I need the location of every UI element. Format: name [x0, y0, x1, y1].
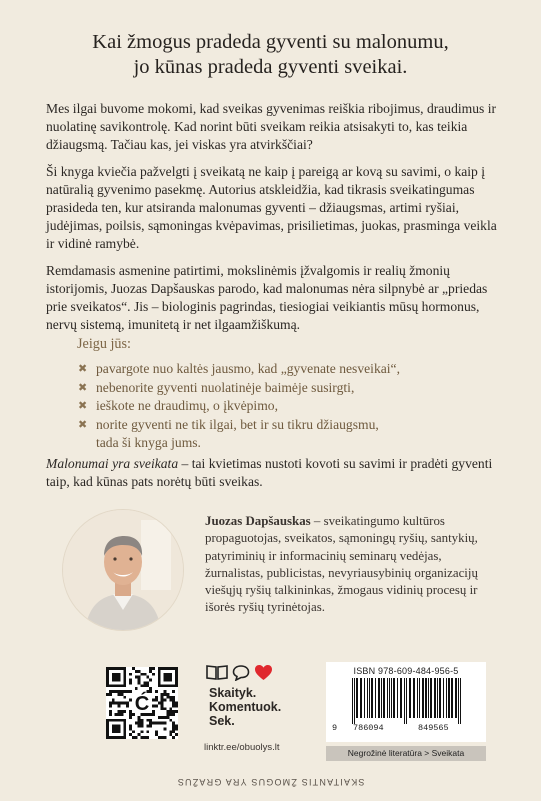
category-label: Negrožinė literatūra > Sveikata	[326, 746, 486, 761]
isbn-barcode	[326, 662, 486, 742]
closing-paragraph: Malonumai yra sveikata – tai kvietimas nustoti kovoti su savimi ir pradėti gyventi taip, kad kūnas pats norėtų būti sveikas.	[46, 456, 493, 489]
cross-bullet-icon: ✖	[78, 363, 88, 375]
author-photo	[63, 510, 183, 630]
list-continuation: tada ši knyga jums.	[96, 435, 201, 450]
list-item: ✖ pavargote nuo kaltės jausmo, kad „gyvenate nesveikai“,	[78, 360, 498, 379]
description-paragraph-2: Ši knyga kviečia pažvelgti į sveikatą ne kaip į pareigą ar kovą su savimi, o kaip į natūralią gyvenimo pasekmę. Autorius atskleidžia, kad tikrasis sveikatingumas prasideda ten, kur atsiranda malonumas gyventi – džiaugsmas, artimi ryšiai, judėjimas, poilsis, sąmoningas kvėpavimas, prisilietimas, juokas, prasminga veikla ir vidinė ramybė.	[46, 164, 497, 251]
svg-text:Ć: Ć	[134, 693, 150, 716]
description-paragraph-3: Remdamasis asmenine patirtimi, mokslinėmis įžvalgomis ir realių žmonių istorijomis, Juozas Dapšauskas parodo, kad malonumas nėra silpnybė ar „priedas prie sveikatos“. Jis – biologinis pagrindas, tiesiogiai veikiantis mūsų hormonus, nervų sistemą, imunitetą ir net ilgaamžiškumą.	[46, 263, 488, 332]
qr-code	[106, 667, 178, 739]
cross-bullet-icon: ✖	[78, 381, 88, 394]
barcode-icon	[338, 678, 474, 724]
book-title: Malonumai yra sveikata	[46, 456, 179, 471]
jeigu-list	[78, 360, 498, 453]
headline	[0, 30, 541, 80]
author-bio: Juozas Dapšauskas – sveikatingumo kultūros propaguotojas, sveikatos, sąmoningų ryšių, santykių, patyriminių ir informacinių seminarų vedėjas, žurnalistas, publicistas, nevyriausybinių organizacijų viešųjų ryšių talkininkas, žmogaus vidinių procesų ir išorės ryšių tyrinėtojas.	[205, 514, 478, 615]
spine-slogan: SKAITANTIS ŽMOGUS YRA GRAŽUS	[176, 777, 365, 787]
speech-bubble-icon	[232, 664, 250, 681]
brand-slogan: Skaityk. Komentuok. Sek.	[209, 686, 282, 728]
barcode-digits: 9 786094 849565	[332, 723, 449, 733]
jeigu-heading: Jeigu jūs:	[77, 336, 131, 352]
list-item: ✖ ieškote ne draudimų, o įkvėpimo,	[78, 397, 498, 416]
description-paragraph-1: Mes ilgai buvome mokomi, kad sveikas gyvenimas reiškia ribojimus, draudimus ir nuolatinę savikontrolę. Kad norint būti sveikam reikia atsisakyti to, kas teikia džiaugsmą. Tačiau kas, jei viskas yra atvirkščiai?	[46, 101, 497, 152]
qr-code-icon	[106, 667, 178, 739]
publisher-brand	[200, 663, 310, 753]
list-item: ✖ norite gyventi ne tik ilgai, bet ir su tikru džiaugsmu,	[78, 416, 498, 435]
author-portrait-icon	[63, 510, 183, 630]
headline-line-2: jo kūnas pradeda gyventi sveikai.	[133, 56, 408, 78]
brand-link[interactable]: linktr.ee/obuolys.lt	[204, 742, 280, 753]
list-item: ✖ nebenorite gyventi nuolatinėje baimėje susirgti,	[78, 379, 498, 398]
cross-bullet-icon: ✖	[78, 400, 88, 412]
heart-icon	[254, 664, 273, 681]
cross-bullet-icon: ✖	[78, 418, 88, 431]
book-icon	[206, 664, 228, 680]
author-name: Juozas Dapšauskas	[205, 514, 311, 528]
headline-line-1: Kai žmogus pradeda gyventi su malonumu,	[92, 31, 449, 53]
isbn-text: ISBN 978-609-484-956-5	[353, 666, 459, 676]
brand-icons	[206, 663, 310, 681]
